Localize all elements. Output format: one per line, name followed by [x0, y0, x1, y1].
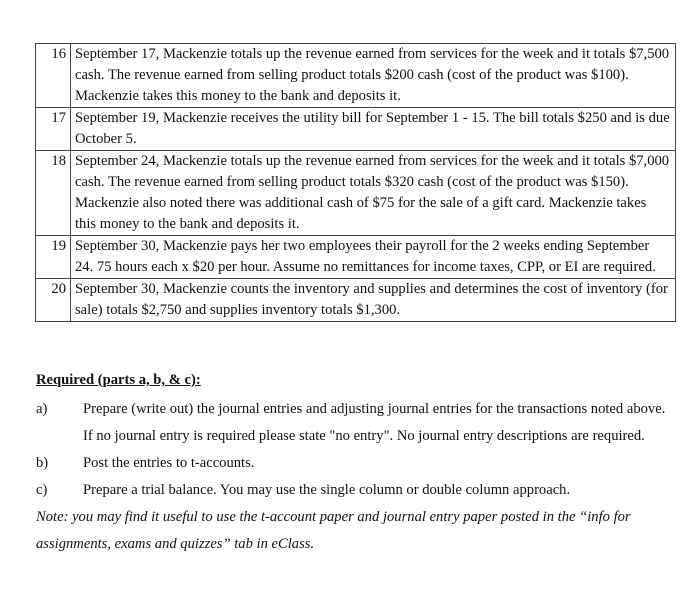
required-list: [36, 396, 676, 504]
transaction-row: [36, 236, 676, 279]
transaction-row: [36, 44, 676, 108]
transaction-number: 19: [36, 236, 71, 279]
transaction-number: 20: [36, 279, 71, 322]
transaction-description: September 30, Mackenzie pays her two employees their payroll for the 2 weeks ending September 24. 75 hours each x $20 per hour. Assume no remittances for income taxes, CPP, or EI are required.: [71, 236, 676, 279]
transaction-row: [36, 151, 676, 236]
required-item-letter: b): [36, 455, 49, 471]
transaction-row: [36, 108, 676, 151]
required-item-letter: c): [36, 482, 48, 498]
transaction-description: September 17, Mackenzie totals up the revenue earned from services for the week and it totals $7,500 cash. The revenue earned from selling product totals $200 cash (cost of the product was $100). Mackenzie takes this money to the bank and deposits it.: [71, 44, 676, 108]
required-heading: Required (parts a, b, & c):: [36, 372, 201, 388]
required-item-b: [36, 450, 676, 477]
required-item-a: [36, 396, 676, 450]
transaction-description: September 19, Mackenzie receives the utility bill for September 1 - 15. The bill totals $250 and is due October 5.: [71, 108, 676, 151]
transaction-description: September 24, Mackenzie totals up the revenue earned from services for the week and it totals $7,000 cash. The revenue earned from selling product totals $320 cash (cost of the product was $150). Mackenzie also noted there was additional cash of $75 for the sale of a gift card. Mackenzie takes this money to the bank and deposits it.: [71, 151, 676, 236]
transaction-row: [36, 279, 676, 322]
transaction-number: 17: [36, 108, 71, 151]
required-item-letter: a): [36, 401, 48, 417]
transaction-number: 16: [36, 44, 71, 108]
transactions-table: [35, 43, 676, 322]
note-text: Note: you may find it useful to use the t-account paper and journal entry paper posted in the “info for assignments, exams and quizzes” tab in eClass.: [36, 509, 631, 552]
transaction-number: 18: [36, 151, 71, 236]
required-item-text: Post the entries to t-accounts.: [83, 455, 255, 471]
transaction-description: September 30, Mackenzie counts the inventory and supplies and determines the cost of inventory (for sale) totals $2,750 and supplies inventory totals $1,300.: [71, 279, 676, 322]
required-item-text: Prepare a trial balance. You may use the single column or double column approach.: [83, 482, 571, 498]
required-section: [36, 370, 676, 558]
required-item-c: [36, 477, 676, 504]
required-item-text: Prepare (write out) the journal entries and adjusting journal entries for the transactions noted above. If no journal entry is required please state "no entry". No journal entry descriptions are required.: [83, 401, 666, 444]
